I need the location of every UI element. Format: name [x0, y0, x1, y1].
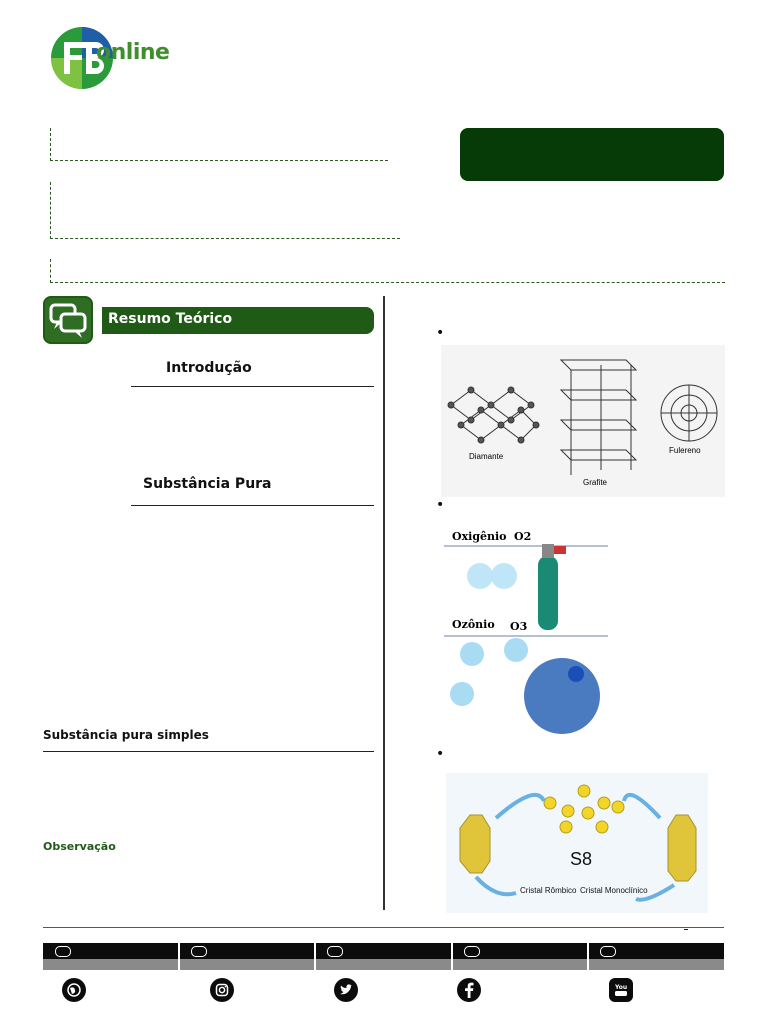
footer-bar-gray	[43, 959, 724, 970]
footer-separator	[314, 943, 316, 970]
footer-divider	[43, 927, 724, 928]
date-field[interactable]	[50, 259, 725, 283]
bullet: •	[436, 497, 445, 513]
chat-bubbles-icon	[43, 296, 93, 344]
heading-observacao: Observação	[43, 840, 116, 853]
label-s8: S8	[570, 849, 593, 869]
name-field[interactable]	[50, 128, 388, 161]
bullet: •	[436, 325, 445, 341]
subject-box	[460, 128, 724, 181]
resumo-label: Resumo Teórico	[108, 311, 233, 327]
footer-separator	[587, 943, 589, 970]
sulfur-allotropes-figure	[446, 773, 708, 913]
divider	[131, 386, 374, 387]
instagram-icon[interactable]	[210, 978, 234, 1002]
label-diamante: Diamante	[469, 452, 504, 461]
label-oxigenio: Oxigênio	[452, 530, 507, 543]
label-fulereno: Fulereno	[669, 446, 701, 455]
footer-separator	[451, 943, 453, 970]
label-o3: O3	[510, 620, 528, 633]
info-field[interactable]	[50, 182, 400, 239]
divider	[131, 505, 374, 506]
fb-mini-logo-icon	[600, 946, 616, 957]
label-o2: O2	[514, 530, 532, 543]
heading-introducao: Introdução	[166, 360, 252, 376]
youtube-icon[interactable]	[609, 978, 633, 1002]
globe-icon[interactable]	[62, 978, 86, 1002]
column-divider	[383, 296, 385, 910]
carbon-allotropes-figure	[441, 345, 725, 497]
twitter-icon[interactable]	[334, 978, 358, 1002]
label-cristal-rombico: Cristal Rômbico	[520, 886, 577, 895]
tick-mark	[684, 929, 688, 930]
bullet: •	[436, 746, 445, 762]
fb-mini-logo-icon	[327, 946, 343, 957]
fb-mini-logo-icon	[191, 946, 207, 957]
fb-mini-logo-icon	[55, 946, 71, 957]
footer-separator	[178, 943, 180, 970]
divider	[43, 751, 374, 752]
fb-mini-logo-icon	[464, 946, 480, 957]
oxygen-ozone-figure	[444, 526, 608, 736]
fullerene-structure	[661, 385, 717, 441]
heading-substancia-simples: Substância pura simples	[43, 728, 209, 742]
svg-text:You: You	[615, 984, 628, 991]
label-ozonio: Ozônio	[452, 618, 495, 631]
label-grafite: Grafite	[583, 478, 608, 487]
label-cristal-monoclinico: Cristal Monoclínico	[580, 886, 648, 895]
facebook-icon[interactable]	[457, 978, 481, 1002]
heading-substancia-pura: Substância Pura	[143, 476, 272, 492]
logo-text: online	[96, 40, 170, 65]
footer-bar	[43, 943, 724, 959]
